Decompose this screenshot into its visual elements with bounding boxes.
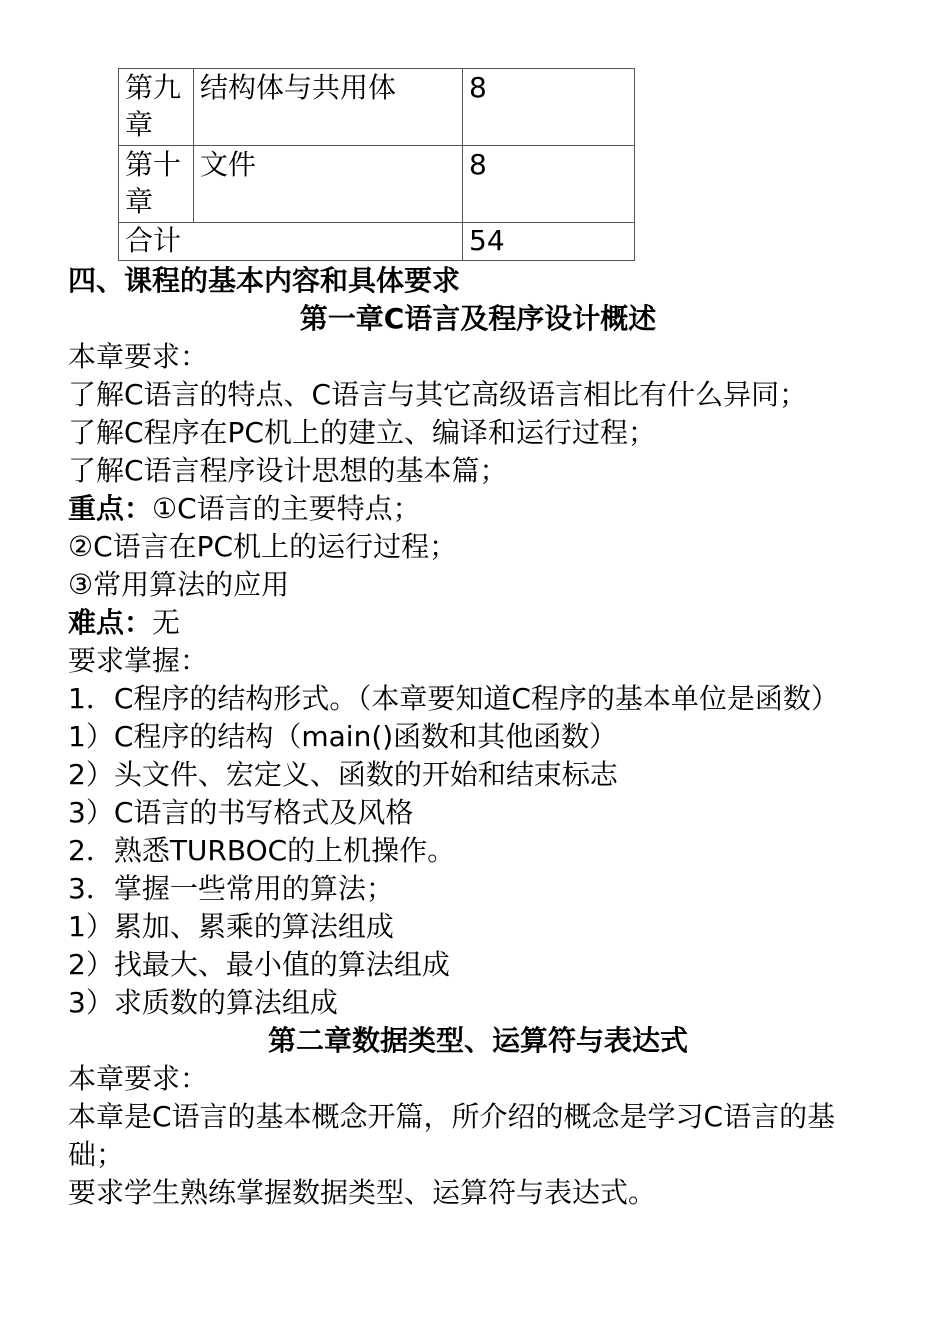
key-point-line: ③常用算法的应用	[68, 568, 290, 601]
requirement-line: 了解C语言的特点、C语言与其它高级语言相比有什么异同；	[68, 378, 808, 411]
chapter-cell: 第九章	[119, 69, 194, 146]
table-row	[119, 146, 635, 223]
mastery-line: 2）头文件、宏定义、函数的开始和结束标志	[68, 758, 618, 791]
chapter-1-title: 第一章C语言及程序设计概述	[299, 302, 657, 335]
hours-table	[118, 68, 635, 261]
mastery-label: 要求掌握：	[68, 644, 209, 677]
chapter-2-requirements-label: 本章要求：	[68, 1062, 209, 1095]
key-points-label: 重点：	[68, 492, 153, 525]
document-body	[68, 262, 888, 1212]
requirement-line: 了解C程序在PC机上的建立、编译和运行过程；	[68, 416, 656, 449]
topic-cell: 文件	[194, 146, 463, 223]
total-label-cell: 合计	[119, 223, 463, 261]
table-row	[119, 69, 635, 146]
total-hours-cell: 54	[463, 223, 635, 261]
key-point-line: ②C语言在PC机上的运行过程；	[68, 530, 458, 563]
hours-cell: 8	[463, 146, 635, 223]
mastery-line: 3．掌握一些常用的算法；	[68, 872, 394, 905]
difficulty-label: 难点：	[68, 606, 153, 639]
section-heading: 四、课程的基本内容和具体要求	[68, 264, 461, 297]
topic-cell: 结构体与共用体	[194, 69, 463, 146]
difficulty-line	[68, 604, 888, 642]
mastery-line: 1）C程序的结构（main()函数和其他函数）	[68, 720, 618, 753]
mastery-line: 2．熟悉TURBOC的上机操作。	[68, 834, 456, 867]
chapter-1-requirements-label: 本章要求：	[68, 340, 209, 373]
key-point-text: ①C语言的主要特点；	[152, 492, 421, 525]
mastery-line: 3）C语言的书写格式及风格	[68, 796, 414, 829]
chapter-2-title: 第二章数据类型、运算符与表达式	[267, 1024, 688, 1057]
mastery-line: 1）累加、累乘的算法组成	[68, 910, 394, 943]
requirement-line: 了解C语言程序设计思想的基本篇；	[68, 454, 508, 487]
hours-cell: 8	[463, 69, 635, 146]
difficulty-text: 无	[152, 606, 181, 639]
requirement-line: 本章是C语言的基本概念开篇，所介绍的概念是学习C语言的基础；	[68, 1100, 836, 1171]
total-row	[119, 223, 635, 261]
key-points-line	[68, 490, 888, 528]
mastery-line: 2）找最大、最小值的算法组成	[68, 948, 450, 981]
chapter-cell: 第十章	[119, 146, 194, 223]
mastery-line: 1．C程序的结构形式。（本章要知道C程序的基本单位是函数）	[68, 682, 839, 715]
requirement-line: 要求学生熟练掌握数据类型、运算符与表达式。	[68, 1176, 657, 1209]
mastery-line: 3）求质数的算法组成	[68, 986, 338, 1019]
